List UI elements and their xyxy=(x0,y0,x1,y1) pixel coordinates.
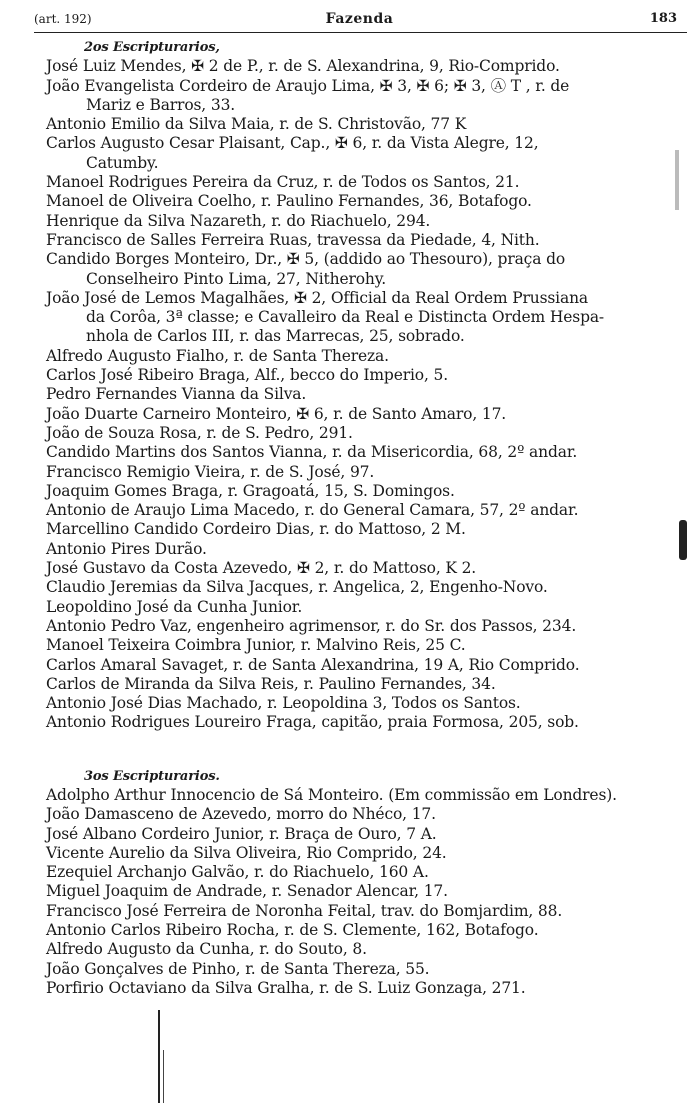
page-number: 183 xyxy=(649,11,677,26)
entry-line: João José de Lemos Magalhães, ✠ 2, Official da Real Ordem Prussiana xyxy=(46,288,589,307)
directory-listing xyxy=(46,38,685,998)
entry-line: Catumby. xyxy=(86,153,159,172)
ink-smudge xyxy=(679,520,687,560)
entry-line: Porfirio Octaviano da Silva Gralha, r. de S. Luiz Gonzaga, 271. xyxy=(46,978,526,997)
entry-line: João Evangelista Cordeiro de Araujo Lima, ✠ 3, ✠ 6; ✠ 3, Ⓐ T , r. de xyxy=(46,76,570,95)
entry-line: Antonio Pires Durão. xyxy=(46,539,207,558)
entry-line: Manoel Teixeira Coimbra Junior, r. Malvino Reis, 25 C. xyxy=(46,636,466,655)
entry-line: Vicente Aurelio da Silva Oliveira, Rio Comprido, 24. xyxy=(46,843,447,862)
entry-line: Marcellino Candido Cordeiro Dias, r. do Mattoso, 2 M. xyxy=(46,520,466,539)
entry-line: Antonio Pedro Vaz, engenheiro agrimensor, r. do Sr. dos Passos, 234. xyxy=(46,616,577,635)
entry-line: Antonio José Dias Machado, r. Leopoldina 3, Todos os Santos. xyxy=(46,694,521,713)
entry-line: Carlos Amaral Savaget, r. de Santa Alexandrina, 19 A, Rio Comprido. xyxy=(46,655,580,674)
entry-line: Antonio Emilio da Silva Maia, r. de S. Christovão, 77 K xyxy=(46,115,467,134)
entry-line: Adolpho Arthur Innocencio de Sá Monteiro. (Em commissão em Londres). xyxy=(46,785,617,804)
entry-line: Candido Martins dos Santos Vianna, r. da Misericordia, 68, 2º andar. xyxy=(46,443,578,462)
entry-line: Miguel Joaquim de Andrade, r. Senador Alencar, 17. xyxy=(46,882,448,901)
entry-line: Leopoldino José da Cunha Junior. xyxy=(46,597,303,616)
entry-line: Ezequiel Archanjo Galvão, r. do Riachuelo, 160 A. xyxy=(46,863,429,882)
entry-line: Francisco Remigio Vieira, r. de S. José, 97. xyxy=(46,462,375,481)
entry-line: Candido Borges Monteiro, Dr., ✠ 5, (addido ao Thesouro), praça do xyxy=(46,250,566,269)
entry-line: José Luiz Mendes, ✠ 2 de P., r. de S. Alexandrina, 9, Rio-Comprido. xyxy=(46,57,560,76)
entry-line: José Albano Cordeiro Junior, r. Braça de Ouro, 7 A. xyxy=(46,824,437,843)
entry-line: João Duarte Carneiro Monteiro, ✠ 6, r. de Santo Amaro, 17. xyxy=(46,404,507,423)
entries-3os xyxy=(46,786,685,998)
binding-mark-secondary xyxy=(163,1050,166,1103)
entry-line: Alfredo Augusto da Cunha, r. do Souto, 8. xyxy=(46,940,367,959)
entry-line: Antonio Rodrigues Loureiro Fraga, capitão, praia Formosa, 205, sob. xyxy=(46,713,579,732)
entries-2os xyxy=(46,57,685,732)
section-heading: Fazenda xyxy=(325,11,394,27)
entry-line: Pedro Fernandes Vianna da Silva. xyxy=(46,385,307,404)
entry-line: nhola de Carlos III, r. das Marrecas, 25, sobrado. xyxy=(86,327,465,346)
header-rule xyxy=(34,32,687,33)
entry-line: Carlos de Miranda da Silva Reis, r. Paulino Fernandes, 34. xyxy=(46,674,496,693)
entry-line: João Gonçalves de Pinho, r. de Santa Thereza, 55. xyxy=(46,959,430,978)
entry-line: Antonio de Araujo Lima Macedo, r. do General Camara, 57, 2º andar. xyxy=(46,501,579,520)
entry-line: da Corôa, 3ª classe; e Cavalleiro da Real e Distincta Ordem Hespa- xyxy=(86,308,605,327)
entry-line: Francisco de Salles Ferreira Ruas, travessa da Piedade, 4, Nith. xyxy=(46,230,540,249)
entry-line: Henrique da Silva Nazareth, r. do Riachuelo, 294. xyxy=(46,211,431,230)
entry-line: Francisco José Ferreira de Noronha Feital, trav. do Bomjardim, 88. xyxy=(46,901,563,920)
paper-shadow xyxy=(675,150,679,210)
entry-line: Joaquim Gomes Braga, r. Gragoatá, 15, S. Domingos. xyxy=(46,481,455,500)
section-title-3os: 3os Escripturarios. xyxy=(84,768,220,784)
article-reference: (art. 192) xyxy=(34,12,92,26)
entry-line: Alfredo Augusto Fialho, r. de Santa Thereza. xyxy=(46,346,389,365)
entry-line: Mariz e Barros, 33. xyxy=(86,95,236,114)
entry-line: Claudio Jeremias da Silva Jacques, r. Angelica, 2, Engenho-Novo. xyxy=(46,578,548,597)
page-header xyxy=(34,8,685,30)
section-title-2os: 2os Escripturarios, xyxy=(84,40,220,55)
entry-line: João Damasceno de Azevedo, morro do Nhéco, 17. xyxy=(46,805,436,824)
entry-line: Carlos José Ribeiro Braga, Alf., becco do Imperio, 5. xyxy=(46,366,449,385)
entry-line: Antonio Carlos Ribeiro Rocha, r. de S. Clemente, 162, Botafogo. xyxy=(46,921,539,940)
entry-line: José Gustavo da Costa Azevedo, ✠ 2, r. do Mattoso, K 2. xyxy=(46,559,477,578)
entry-line: João de Souza Rosa, r. de S. Pedro, 291. xyxy=(46,423,353,442)
entry-line: Conselheiro Pinto Lima, 27, Nitherohy. xyxy=(86,269,387,288)
entry-line: Carlos Augusto Cesar Plaisant, Cap., ✠ 6, r. da Vista Alegre, 12, xyxy=(46,134,539,153)
entry-line: Manoel de Oliveira Coelho, r. Paulino Fernandes, 36, Botafogo. xyxy=(46,192,532,211)
entry-line: Manoel Rodrigues Pereira da Cruz, r. de Todos os Santos, 21. xyxy=(46,173,520,192)
